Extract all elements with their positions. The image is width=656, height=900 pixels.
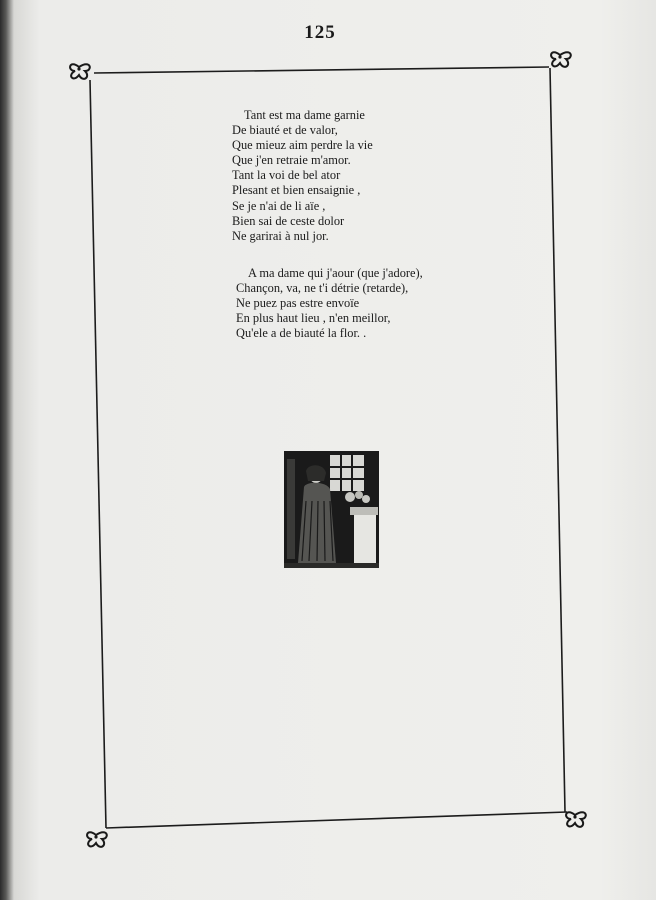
poem-line: Plesant et bien ensaignie ,: [232, 183, 361, 198]
woodcut-woman-at-window-icon: [284, 451, 379, 568]
poem-line: Chançon, va, ne t'i détrie (retarde),: [236, 281, 409, 296]
corner-fleuron-icon: [551, 52, 571, 67]
page-number: 125: [304, 22, 336, 43]
poem-line: Se je n'ai de li aïe ,: [232, 198, 326, 213]
border-left: [90, 80, 106, 828]
border-bottom: [106, 812, 567, 828]
border-top: [94, 67, 549, 73]
corner-fleuron-icon: [70, 64, 90, 79]
poem-line: Ne garirai à nul jor.: [232, 228, 329, 243]
poem-line: Tant la voi de bel ator: [232, 168, 341, 183]
poem-line: Tant est ma dame garnie: [244, 108, 365, 122]
poem-line: De biauté et de valor,: [232, 123, 338, 138]
poem-stanza-2: [236, 266, 536, 341]
corner-fleuron-icon: [87, 832, 107, 847]
poem-line: Que j'en retraie m'amor.: [232, 153, 351, 168]
poem-line: Ne puez pas estre envoïe: [236, 296, 360, 311]
corner-fleuron-icon: [566, 812, 586, 827]
poem-line: En plus haut lieu , n'en meillor,: [236, 311, 391, 326]
poem-line: A ma dame qui j'aour (que j'adore),: [248, 266, 423, 280]
border-right: [550, 68, 565, 812]
poem-stanza-1: [232, 108, 532, 244]
poem-line: Que mieuz aim perdre la vie: [232, 138, 373, 153]
poem-line: Qu'ele a de biauté la flor. .: [236, 326, 367, 341]
poem-line: Bien sai de ceste dolor: [232, 213, 345, 228]
